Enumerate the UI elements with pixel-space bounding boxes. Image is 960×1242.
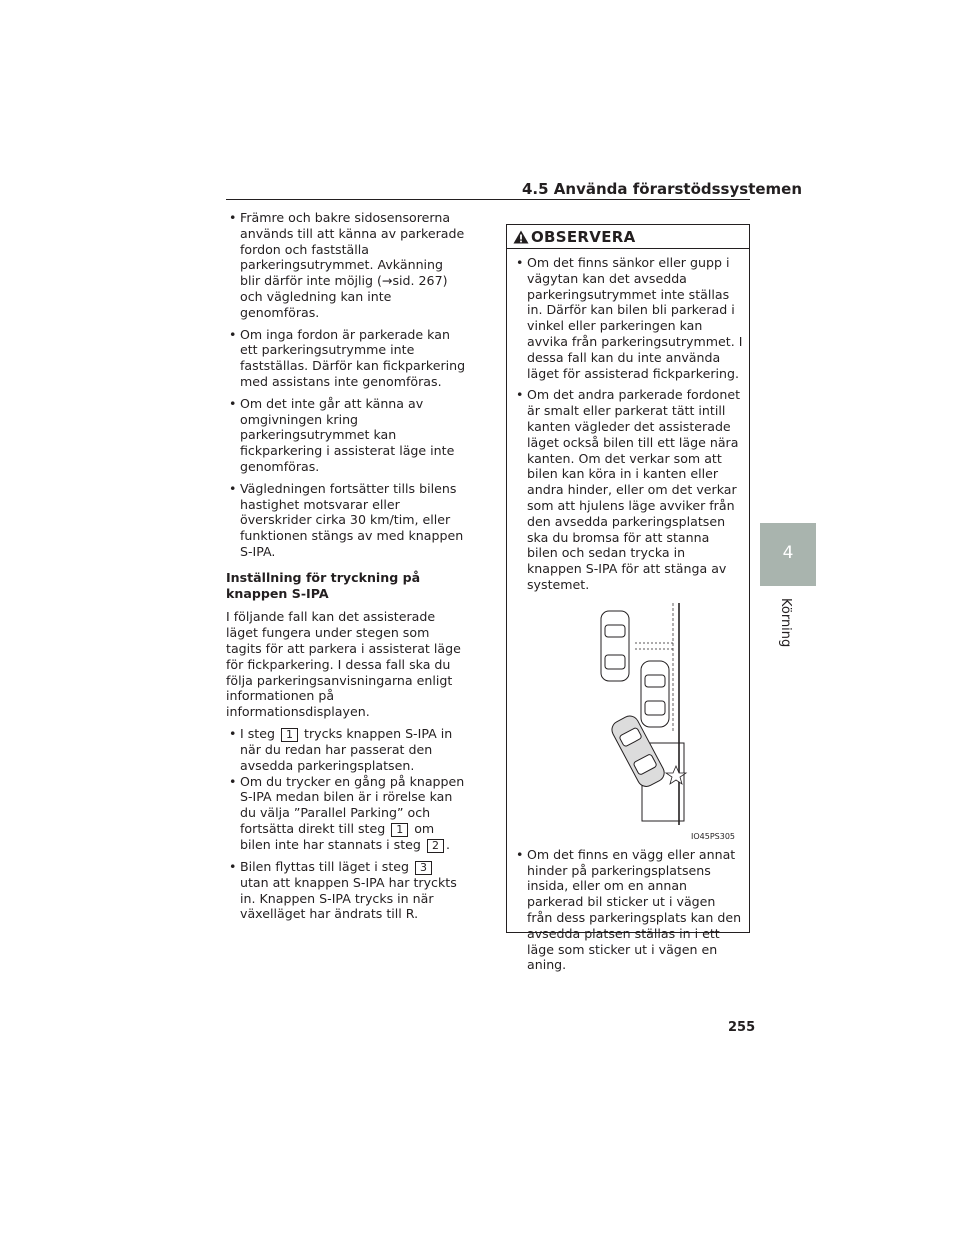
list-item — [226, 726, 466, 774]
step-badge: 2 — [427, 839, 444, 853]
header-rule — [226, 199, 750, 200]
text-span: trycks knappen S-IPA in när du redan har passerat den avsedda parkeringsplatsen. — [240, 725, 453, 773]
text-span: Om du trycker en gång på knappen S-IPA medan bilen är i rörelse kan du välja ”Parallel Parking” och fortsätta direkt till steg — [240, 773, 465, 836]
warning-body — [507, 249, 749, 973]
list-item: • Vägledningen fortsätter tills bilens hastighet motsvarar eller överskrider cirka 30 km/tim, eller funktionen stängs av med knappen S-IPA. — [226, 481, 466, 560]
list-item: • Om det andra parkerade fordonet är smalt eller parkerat tätt intill kanten vägleder det assisterade läget också bilen till ett läge nära kanten. Om det verkar som att bilen kan köra in i kanten eller andra hinder, eller om det verkar som att hjulens läge avviker från den avsedda parkeringsplatsen ska du bromsa för att stanna bilen och sedan trycka in knappen S-IPA för att stänga av systemet. — [513, 387, 743, 592]
paragraph: I följande fall kan det assisterade läget fungera under stegen som tagits för att parkera i assisterat läge för fickparkering. I dessa fall ska du följa parkeringsanvisningarna enligt informationen på informationsdisplayen. — [226, 609, 461, 720]
warning-box — [506, 224, 750, 973]
text-span: Bilen flyttas till läget i steg — [240, 858, 409, 874]
warning-title: OBSERVERA — [531, 227, 636, 246]
list-item — [226, 859, 466, 922]
warning-icon — [513, 230, 529, 244]
text-span: om bilen inte har stannats i steg — [240, 820, 435, 852]
chapter-label: Körning — [778, 598, 793, 648]
text-span: . — [445, 836, 450, 852]
list-item: • Om det finns en vägg eller annat hinder på parkeringsplatsens insida, eller om en annan parkerad bil sticker ut i vägen från dess parkeringsplats kan den avsedda platsen ställas in i ett läge som sticker ut i vägen en aning. — [513, 847, 743, 973]
page-number: 255 — [728, 1020, 756, 1035]
list-item: • Främre och bakre sidosensorerna används till att känna av parkerade fordon och fastställa parkeringsutrymmet. Avkänning blir därför inte möjlig (→sid. 267) och vägledning kan inte genomföras. — [226, 210, 466, 321]
list-item: • Om inga fordon är parkerade kan ett parkeringsutrymme inte fastställas. Därför kan fickparkering med assistans inte genomföras. — [226, 327, 466, 390]
parking-illustration — [579, 603, 759, 839]
left-column — [226, 210, 466, 928]
text-span: utan att knappen S-IPA har tryckts in. Knappen S-IPA trycks in när växelläget har ändrats till R. — [240, 874, 457, 922]
chapter-tab[interactable] — [760, 523, 816, 586]
section-heading: Inställning för tryckning på knappen S-IPA — [226, 569, 421, 601]
chapter-number: 4 — [782, 543, 794, 563]
step-badge: 1 — [391, 823, 408, 837]
chapter-label-box — [761, 598, 815, 658]
list-item — [226, 774, 466, 853]
text-span: I steg — [240, 725, 275, 741]
parked-car-front — [601, 611, 629, 681]
figure-code: IO45PS305 — [691, 831, 736, 841]
warning-header — [507, 225, 749, 249]
list-item: • Om det inte går att känna av omgivningen kring parkeringsutrymmet kan fickparkering i assisterat läge inte genomföras. — [226, 396, 466, 475]
parking-diagram — [579, 603, 759, 839]
list-item: • Om det finns sänkor eller gupp i vägytan kan det avsedda parkeringsutrymmet inte ställas in. Därför kan bilen bli parkerad i vinkel eller parkeringen kan avvika från parkeringsutrymmet. I dessa fall kan du inte använda läget för assisterad fickparkering. — [513, 255, 743, 381]
step-badge: 1 — [281, 728, 298, 742]
step-badge: 3 — [415, 861, 432, 875]
parked-car-rear — [641, 661, 669, 727]
section-header: 4.5 Använda förarstödssystemen — [522, 180, 803, 198]
